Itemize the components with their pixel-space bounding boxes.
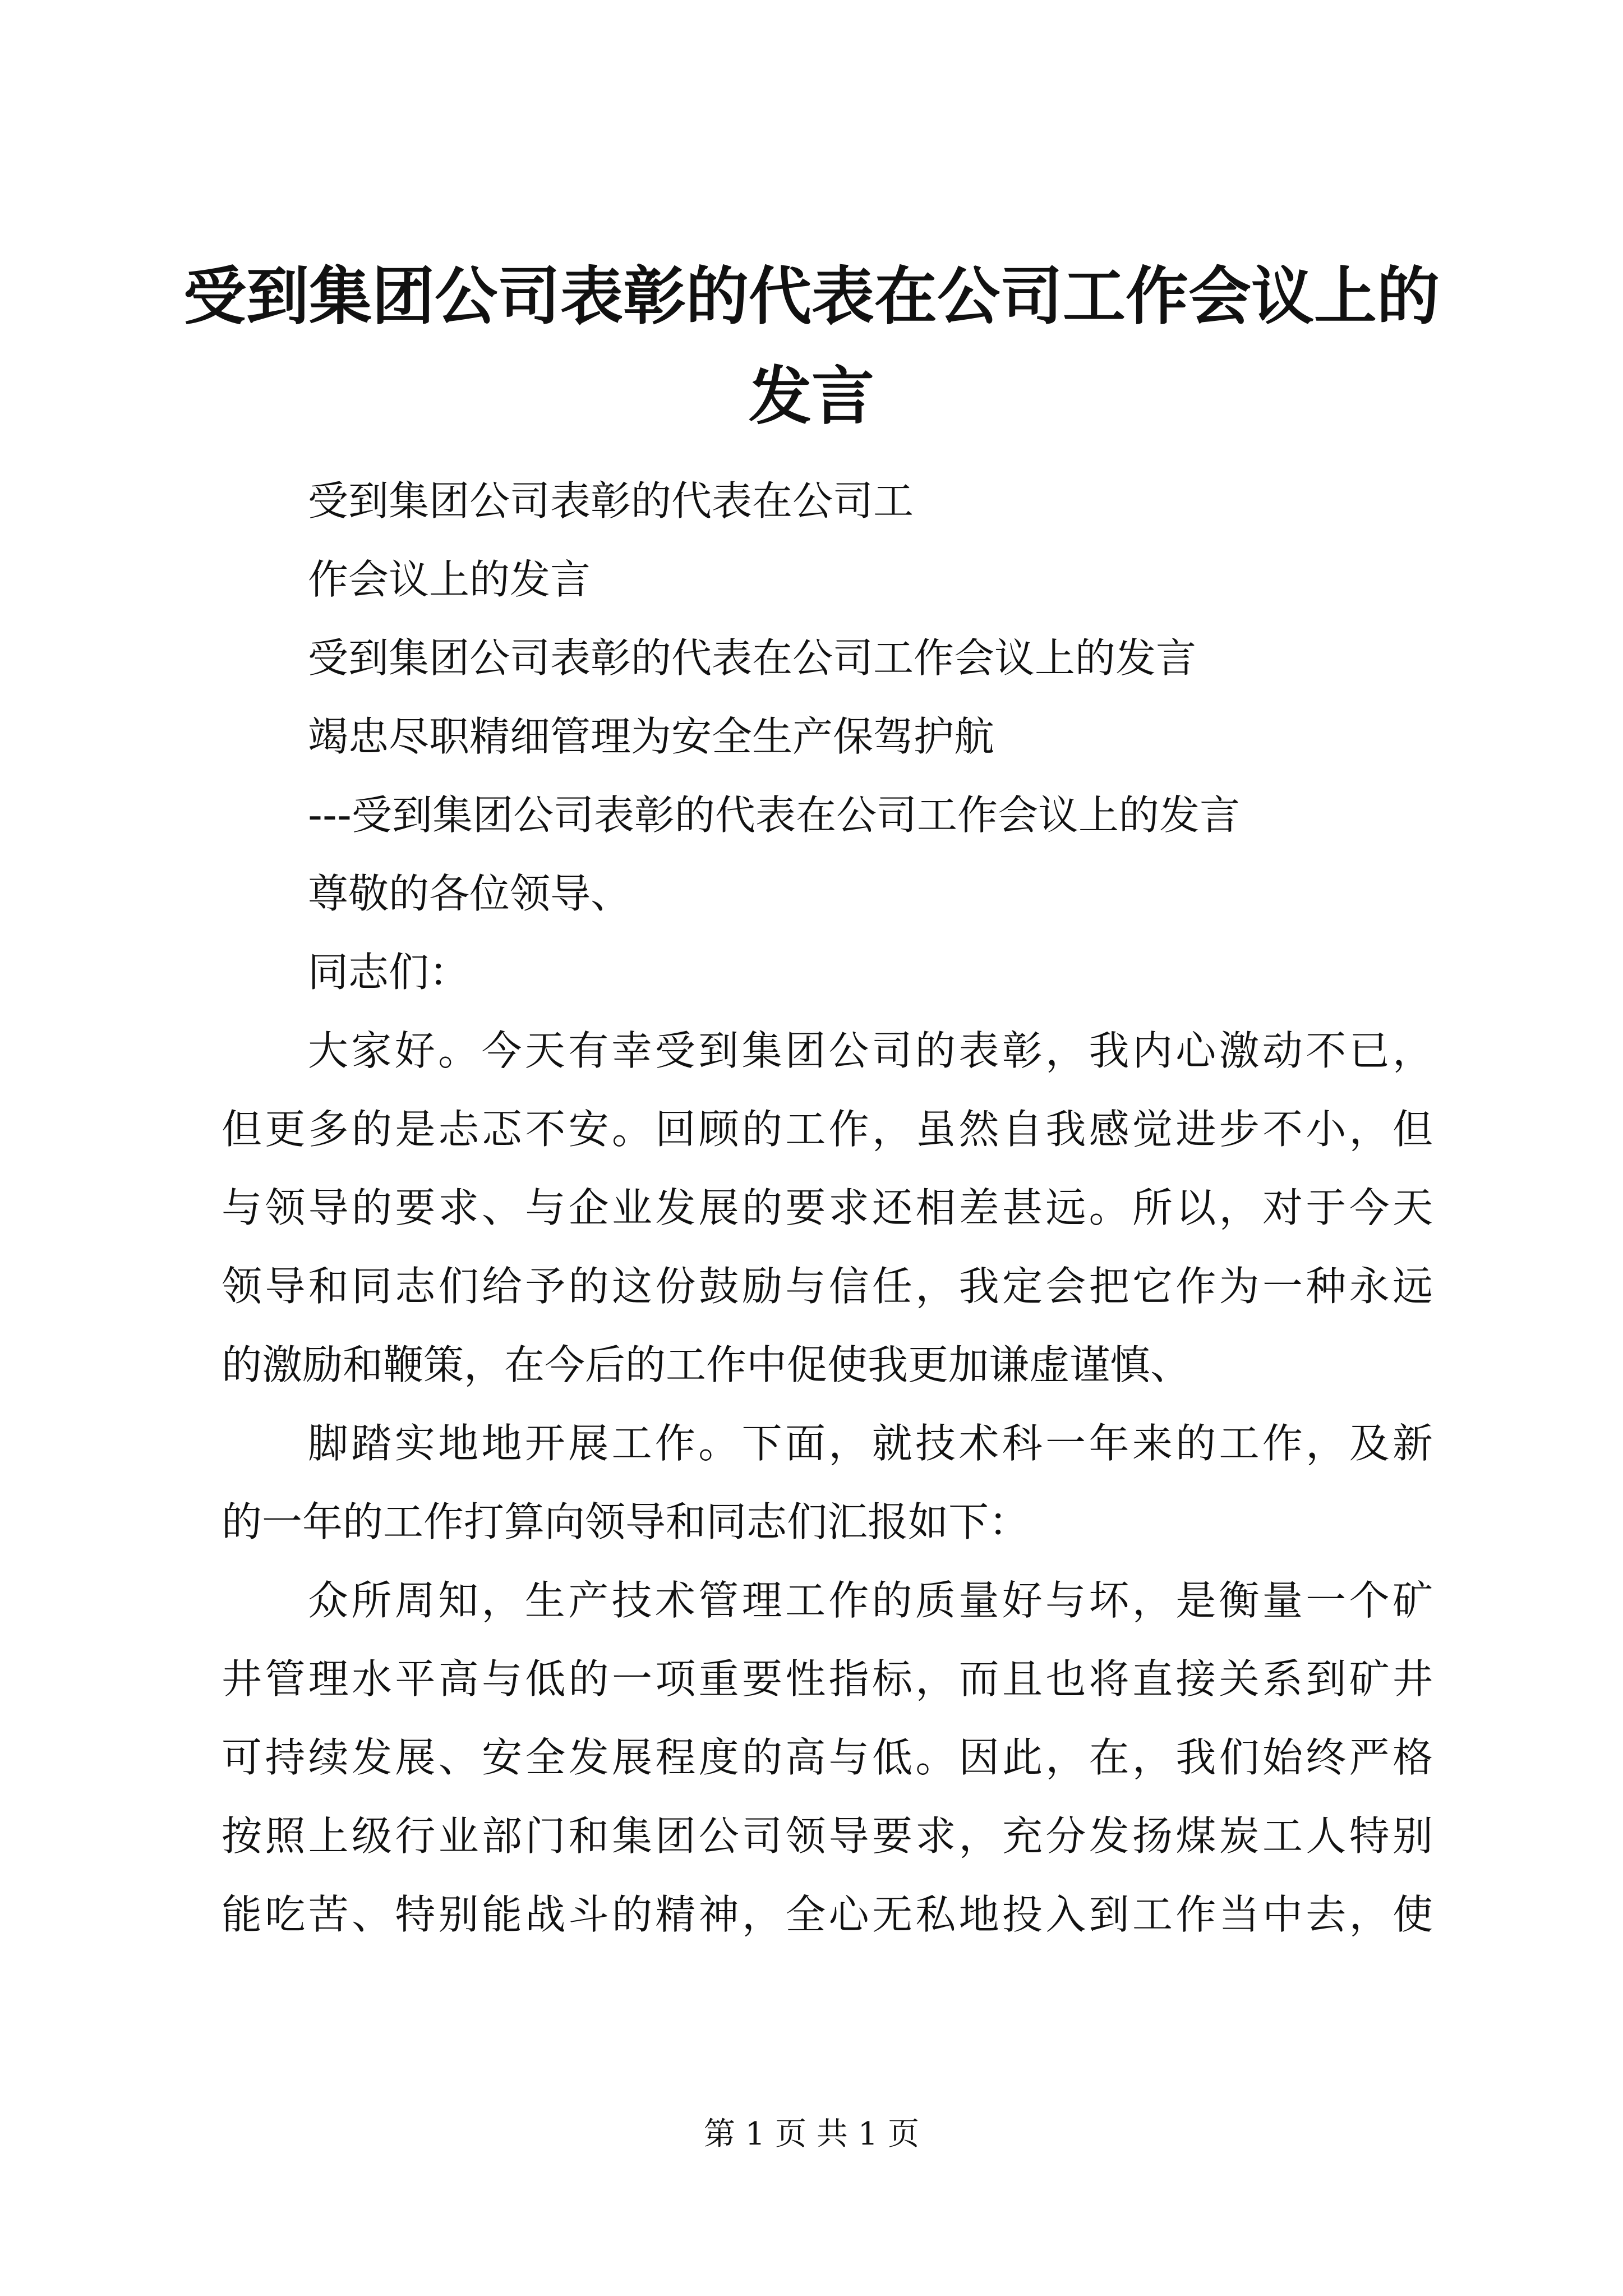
text-line: 的激励和鞭策，在今后的工作中促使我更加谦虚谨慎、 [222, 1341, 1191, 1388]
text-line: 尊敬的各位领导、 [308, 870, 631, 917]
text-line: 的一年的工作打算向领导和同志们汇报如下： [222, 1498, 1030, 1545]
page-footer: 第 1 页 共 1 页 [703, 2116, 920, 2152]
title-line-1: 受到集团公司表彰的代表在公司工作会议上的 [183, 260, 1440, 333]
text-line: 能吃苦、特别能战斗的精神，全心无私地投入到工作当中去，使 [222, 1891, 1433, 1938]
text-line: 井管理水平高与低的一项重要性指标，而且也将直接关系到矿井 [222, 1655, 1433, 1703]
text-line: 受到集团公司表彰的代表在公司工作会议上的发言 [308, 634, 1197, 682]
document-title [168, 247, 1455, 447]
text-line: 受到集团公司表彰的代表在公司工 [308, 477, 914, 524]
text-line: 按照上级行业部门和集团公司领导要求，充分发扬煤炭工人特别 [222, 1812, 1433, 1860]
document-body [222, 462, 1433, 1954]
text-line: 可持续发展、安全发展程度的高与低。因此，在，我们始终严格 [222, 1734, 1433, 1781]
text-line: ---受到集团公司表彰的代表在公司工作会议上的发言 [308, 792, 1240, 839]
text-line: 领导和同志们给予的这份鼓励与信任，我定会把它作为一种永远 [222, 1263, 1433, 1310]
text-line: 众所周知，生产技术管理工作的质量好与坏，是衡量一个矿 [308, 1577, 1433, 1624]
text-line: 竭忠尽职精细管理为安全生产保驾护航 [308, 713, 995, 760]
text-line: 大家好。今天有幸受到集团公司的表彰，我内心激动不已， [308, 1027, 1433, 1074]
text-line: 但更多的是忐忑不安。回顾的工作，虽然自我感觉进步不小，但 [222, 1106, 1433, 1153]
text-line: 作会议上的发言 [308, 556, 591, 603]
text-line: 与领导的要求、与企业发展的要求还相差甚远。所以，对于今天 [222, 1184, 1433, 1231]
title-line-2: 发言 [749, 360, 874, 433]
text-line: 脚踏实地地开展工作。下面，就技术科一年来的工作，及新 [308, 1420, 1433, 1467]
text-line: 同志们： [308, 949, 470, 996]
